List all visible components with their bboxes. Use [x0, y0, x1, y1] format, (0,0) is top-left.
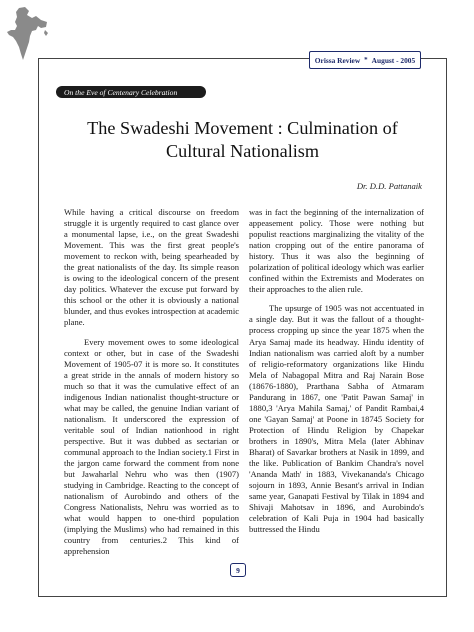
left-column — [64, 207, 239, 557]
page-number: 9 — [230, 563, 246, 577]
paragraph: Every movement owes to some ideological context or other, but in case of the Swadeshi Movement of 1905-07 it is more so. It constitutes a great stride in the annals of modern history so much so that it was the cumulative effect of an indigenous Indian nationalist thought-structure or what may be called, the genuine Indian variant of nationalism. It underscored the expression of veritable soul of Indian nationhood in right perspective. But it was dubbed as sectarian or communal approach to the Indian society.1 First in the jargon came forward the comment from none but Jawaharlal Nehru who was then (1907) studying in Cambridge. Reacting to the concept of nationalism of Aurobindo and others of the Congress Nationalists, Nehru was worried as to what would happen to one-third population (implying the Muslims) who had remained in this country from centuries.2 This kind of apprehension — [64, 336, 239, 557]
article-author: Dr. D.D. Pattanaik — [356, 181, 422, 191]
journal-header-badge — [309, 51, 421, 69]
section-label: On the Eve of Centenary Celebration — [56, 86, 206, 98]
journal-name: Orissa Review — [314, 55, 361, 65]
header-separator: * — [364, 56, 368, 64]
paragraph: The upsurge of 1905 was not accentuated in a single day. But it was the fallout of a thought-process cropping up since the year 1875 when the Arya Samaj made its headway. Hindu identity of Indian nationalism was carried aloft by a number of religio-reformatory organizations like Hindu Mela of Nabagopal Mitra and Raj Narain Bose (18676-1880), Prarthana Sabha of Atmaram Pandurang in 1867, one 'Patit Pawan Samaj' in 1880,3 'Arya Mahila Samaj,' of Pandit Rambai,4 one 'Gayan Samaj' at Poone in 18745 Society for Protection of Hindu Religion by Chapekar brothers in 1890's, Mitra Mela (later Abhinav Bharat) of Savarkar brothers at Nasik in 1899, and the like. Publication of Bankim Chandra's novel 'Ananda Math' in 1883, Vivekananda's Chicago sojourn in 1893, Annie Besant's arrival in Indian same year, Ganapati Festival by Tilak in 1894 and Shivaji Mahotsav in 1896, and Aurobindo's celebration of Kali Puja in 1904 had basically buttressed the Hindu — [249, 303, 424, 535]
right-column — [249, 207, 424, 535]
issue-date: August - 2005 — [371, 55, 416, 65]
india-map-icon — [5, 6, 49, 62]
paragraph: was in fact the beginning of the internalization of appeasement policy. Those were nothing but populist reactions marginalizing the vitality of the nation cropping out of the entire panorama of history. Thus it was also the beginning of polarization of political ideology which was earlier confined within the Extremists and Moderates on their approaches to the alien rule. — [249, 207, 424, 295]
paragraph: While having a critical discourse on freedom struggle it is urgently required to cast glance over a monumental lapse, i.e., on the great Swadeshi Movement. This was the first great people's movement to reckon with, being spearheaded by the great nationalists of the day. Its simple reason is owing to the ideological concern of the present day politics. Whatever the excuse put forward by this school or the other it is obviously a national blunder, and thus evokes introspection at academic plane. — [64, 207, 239, 328]
article-title: The Swadeshi Movement : Culmination of Cultural Nationalism — [87, 118, 398, 161]
